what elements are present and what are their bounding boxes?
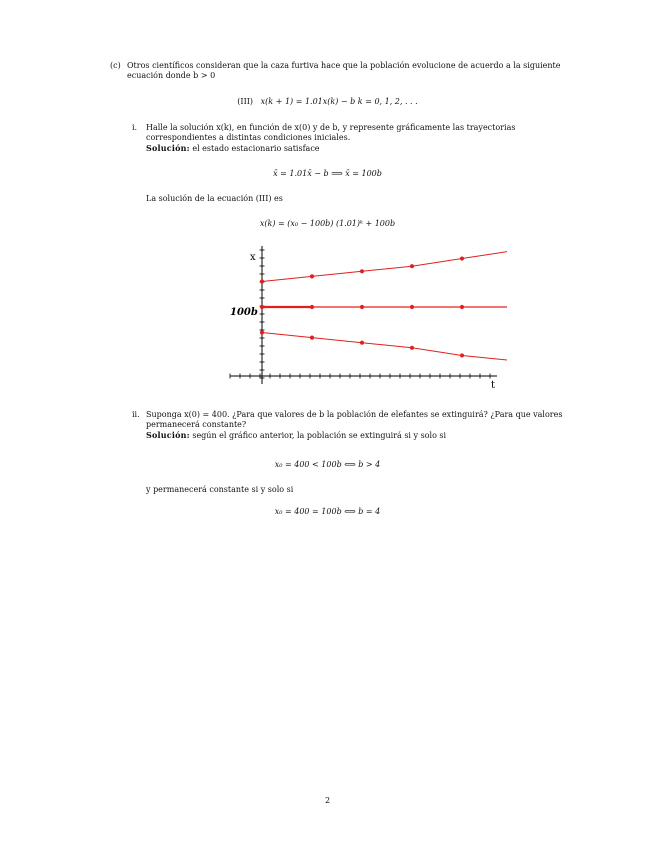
series-1-point [410,264,414,268]
series-1-point [360,269,364,273]
item-i-text: Halle la solución x(k), en función de x(0) y de b, y represente gráficamente las trayectorias correspondientes a distintas condiciones iniciales. [146,123,516,142]
trajectory-chart [222,242,507,390]
series-3-point [460,353,464,357]
item-ii-solution-text: según el gráfico anterior, la población se extinguirá si y solo si [192,431,447,440]
equation-iii [0,97,655,107]
equation-steady-state: x̄ = 1.01x̄ − b ⟹ x̄ = 100b [273,169,382,178]
item-i-solution-text: el estado estacionario satisface [192,144,320,153]
page-number: 2 [324,796,331,805]
equation-iii-tag: (III) [237,97,254,106]
series-3-point [410,346,414,350]
part-c-text: Otros científicos consideran que la caza furtiva hace que la población evolucione de acuerdo a la siguiente ecuación donde b > 0 [127,61,561,80]
series-2-point [410,305,414,309]
equation-iii-expr: x(k + 1) = 1.01x(k) − b k = 0, 1, 2, . . . [260,97,418,106]
item-ii [132,410,582,441]
equation-constant: x₀ = 400 = 100b ⟺ b = 4 [274,507,381,516]
part-c-paragraph [110,61,580,81]
y-axis-label: x [250,252,256,263]
item-i [132,123,582,154]
series-1-point [310,274,314,278]
series-line-3 [262,333,507,361]
reference-level-label: 100b [230,307,258,318]
item-ii-text: Suponga x(0) = 400. ¿Para que valores de b la población de elefantes se extinguirá? ¿Para que valores permanecerá constante? [146,410,563,429]
series-2-point [460,305,464,309]
equation-extinction: x₀ = 400 < 100b ⟺ b > 4 [274,460,381,469]
series-1-point [460,256,464,260]
constant-intro: y permanecerá constante si y solo si [146,485,294,494]
solution-intro: La solución de la ecuación (III) es [146,194,283,203]
item-ii-label: ii. [132,410,140,419]
part-c-label: (c) [110,61,121,70]
x-axis-label: t [491,380,496,390]
item-i-solution-label: Solución: [146,143,190,153]
series-line-1 [262,251,507,282]
item-i-label: i. [132,123,138,132]
item-ii-solution-label: Solución: [146,430,190,440]
series-1-point [260,279,264,283]
series-3-point [360,341,364,345]
series-2-point [360,305,364,309]
equation-solution: x(k) = (x₀ − 100b) (1.01)ᵏ + 100b [259,219,396,228]
series-3-point [310,336,314,340]
series-3-point [260,330,264,334]
